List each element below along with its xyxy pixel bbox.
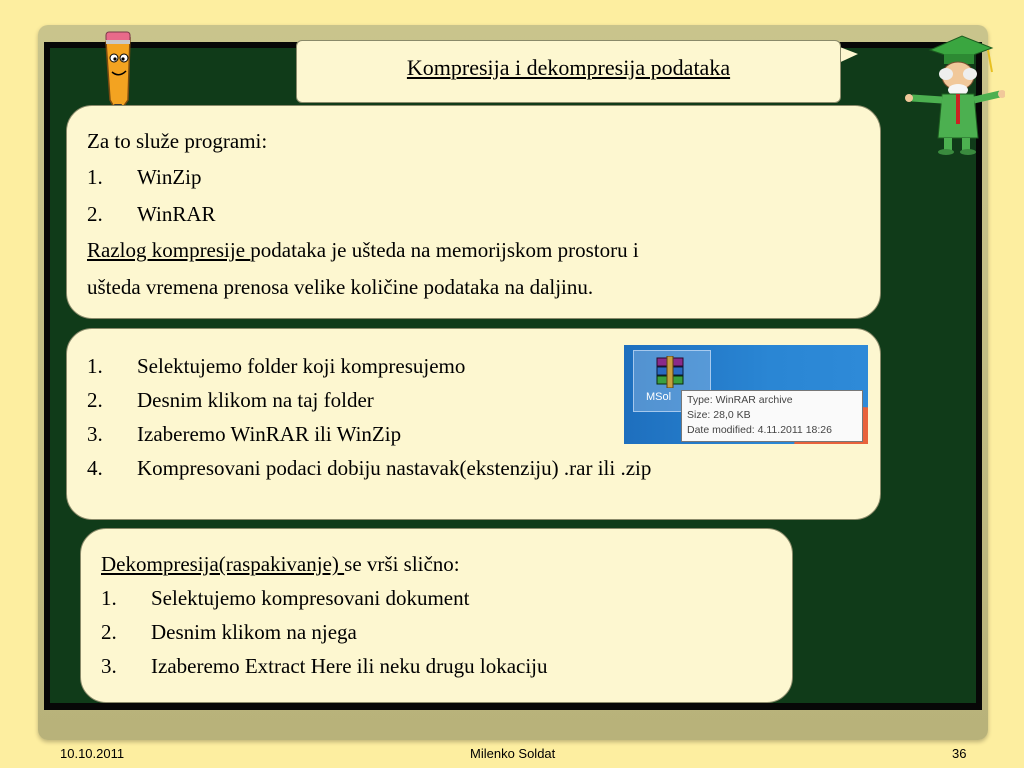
pencil-mascot-icon (98, 28, 138, 114)
reason-line: Razlog kompresije podataka je ušteda na memorijskom prostoru i (87, 238, 639, 263)
list-item: 3. Izaberemo Extract Here ili neku drugu lokaciju (101, 654, 548, 678)
footer-author: Milenko Soldat (470, 746, 556, 761)
tooltip-type: Type: WinRAR archive (687, 394, 793, 406)
list-item: 2. WinRAR (87, 201, 216, 226)
decompression-bubble (80, 528, 793, 703)
winrar-screenshot (624, 345, 868, 444)
list-item: 1. Selektujemo folder koji kompresujemo (87, 354, 466, 378)
list-item: 3. Izaberemo WinRAR ili WinZip (87, 422, 402, 446)
programs-bubble (66, 105, 881, 319)
tooltip-size: Size: 28,0 KB (687, 409, 751, 421)
list-item: 2. Desnim klikom na njega (101, 620, 357, 644)
footer-date: 10.10.2011 (60, 746, 125, 761)
footer-page-number: 36 (952, 746, 967, 761)
list-item: 2. Desnim klikom na taj folder (87, 388, 374, 412)
file-tooltip (681, 390, 863, 442)
slide-title: Kompresija i dekompresija podataka (406, 55, 731, 80)
professor-mascot-icon (900, 32, 1005, 157)
list-item: 4. Kompresovani podaci dobiju nastavak(ekstenziju) .rar ili .zip (87, 456, 652, 480)
reason-line-2: ušteda vremena prenosa velike količine podataka na daljinu. (87, 274, 594, 299)
list-item: 1. Selektujemo kompresovani dokument (101, 586, 470, 610)
programs-intro: Za to služe programi: (87, 129, 268, 153)
title-bubble (296, 40, 841, 103)
file-name-label: MSol (646, 391, 672, 403)
tooltip-modified: Date modified: 4.11.2011 18:26 (687, 424, 832, 436)
decompression-intro: Dekompresija(raspakivanje) se vrši slično: (101, 552, 460, 576)
list-item: 1. WinZip (87, 165, 202, 190)
winrar-archive-icon (653, 356, 687, 388)
